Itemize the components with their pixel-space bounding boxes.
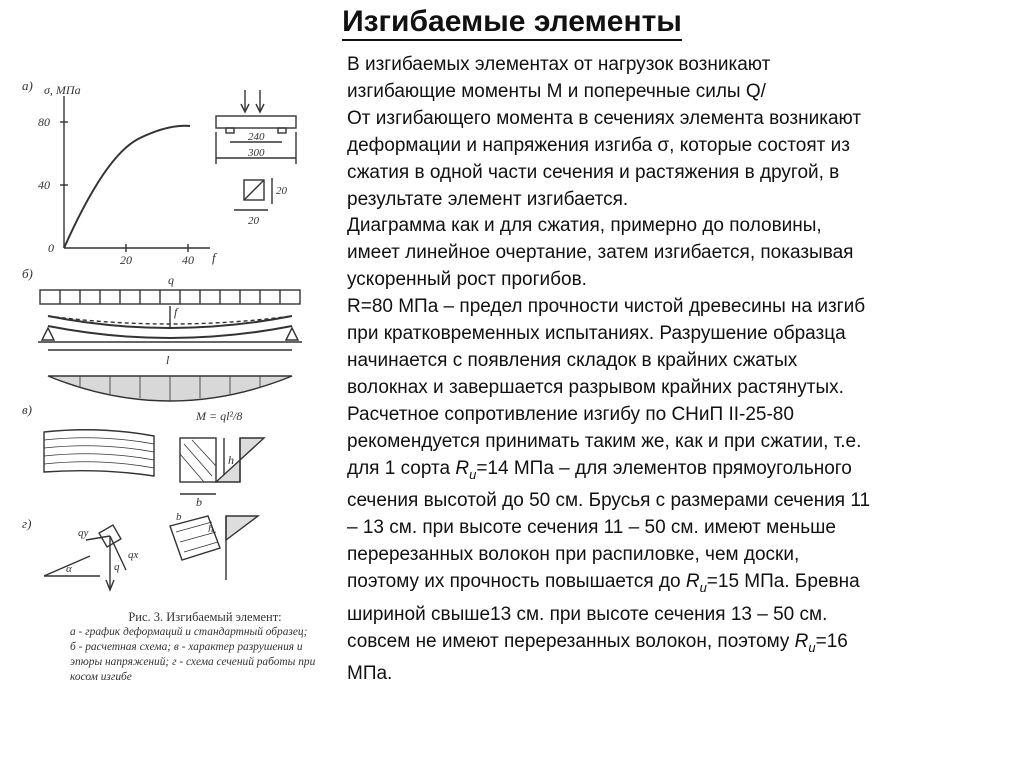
- oblique-bending-sketch: [44, 516, 258, 590]
- panel-b-label: б): [22, 266, 33, 281]
- figure-caption: [70, 610, 340, 685]
- graph-x-tick-40: 40: [182, 253, 194, 267]
- failure-b-label: b: [196, 495, 202, 509]
- body-line: перерезанных волокон при распиловке, чем доски,: [347, 544, 800, 566]
- caption-line: а - график деформаций и стандартный образец;: [70, 626, 308, 638]
- scheme-span-label: l: [166, 353, 170, 367]
- graph-x-var: f: [212, 250, 216, 265]
- body-line: сечения высотой до 50 см. Брусья с размерами сечения 11: [347, 490, 871, 512]
- caption-line: эпюры напряжений; г - схема сечений работы при: [70, 656, 316, 668]
- body-line: результате элемент изгибается.: [347, 188, 629, 210]
- scheme-load-label: q: [168, 273, 174, 287]
- graph-axes: [60, 96, 210, 252]
- body-line: ускоренный рост прогибов.: [347, 269, 587, 291]
- graph-y-tick-0: 0: [48, 241, 54, 255]
- oblique-b-label: b: [176, 511, 182, 523]
- oblique-qx-label: qx: [128, 549, 139, 561]
- body-line: R=80 МПа – предел прочности чистой древесины на изгиб: [347, 296, 866, 318]
- graph-y-tick-80: 80: [38, 115, 50, 129]
- body-line: изгибающие моменты M и поперечные силы Q/: [347, 80, 766, 102]
- body-line: волокнах и завершается разрывом крайних растянутых.: [347, 376, 844, 398]
- scheme-deflection-label: f: [174, 305, 178, 319]
- panel-g-label: г): [22, 516, 32, 531]
- body-line: Диаграмма как и для сжатия, примерно до половины,: [347, 215, 822, 237]
- section-dim-h: 20: [276, 185, 287, 197]
- specimen-dim-300: 300: [248, 147, 265, 159]
- oblique-alpha-label: α: [66, 563, 72, 575]
- body-line: МПа.: [347, 663, 393, 685]
- body-line: поэтому их прочность повышается до $R_u=15$ МПа. Бревна: [347, 571, 860, 595]
- beam-deflected: [38, 306, 302, 350]
- specimen-dim-240: 240: [248, 131, 265, 143]
- slide-title-text: Изгибаемые элементы: [342, 5, 682, 41]
- oblique-qy-label: qy: [78, 527, 89, 539]
- graph-y-tick-40: 40: [38, 178, 50, 192]
- body-line: рекомендуется принимать таким же, как и при сжатии, т.е.: [347, 430, 862, 452]
- body-line: – 13 см. при высоте сечения 11 – 50 см. имеют меньше: [347, 517, 836, 539]
- body-line: деформации и напряжения изгиба σ, которые состоят из: [347, 134, 850, 156]
- caption-line: косом изгибе: [70, 671, 132, 683]
- body-line: От изгибающего момента в сечениях элемента возникают: [347, 107, 862, 129]
- panel-v-label: в): [22, 402, 32, 417]
- panel-a-label: а): [22, 78, 33, 93]
- body-text: [347, 52, 1007, 688]
- graph-x-tick-20: 20: [120, 253, 132, 267]
- body-line: В изгибаемых элементах от нагрузок возникают: [347, 54, 771, 75]
- body-line: сжатия в одной части сечения и растяжения в другой, в: [347, 161, 840, 183]
- body-line: совсем не имеют перерезанных волокон, поэтому $R_u=16$: [347, 630, 848, 655]
- moment-formula: M = ql²/8: [196, 409, 243, 423]
- body-line: шириной свыше13 см. при высоте сечения 13 – 50 см.: [347, 603, 828, 625]
- oblique-h-label: h: [208, 523, 214, 535]
- body-line: начинается с появления складок в крайних сжатых: [347, 349, 798, 371]
- caption-title: Рис. 3. Изгибаемый элемент:: [128, 610, 282, 624]
- figure-illustration: [20, 70, 338, 700]
- body-line: Расчетное сопротивление изгибу по СНиП II-25-80: [347, 403, 794, 425]
- oblique-q-label: q: [114, 561, 120, 573]
- graph-y-unit: σ, МПа: [44, 83, 81, 97]
- slide-title: [0, 4, 1024, 40]
- deformation-curve: [64, 126, 190, 248]
- distributed-load: [40, 290, 300, 304]
- failure-h-label: h: [228, 453, 234, 467]
- section-dim-b: 20: [248, 215, 259, 227]
- body-line: при кратковременных испытаниях. Разрушение образца: [347, 323, 846, 345]
- body-line: имеет линейное очертание, затем изгибается, показывая: [347, 242, 854, 264]
- body-line: для 1 сорта $R_u=14$ МПа – для элементов прямоугольного: [347, 457, 852, 482]
- caption-line: б - расчетная схема; в - характер разрушения и: [70, 641, 303, 653]
